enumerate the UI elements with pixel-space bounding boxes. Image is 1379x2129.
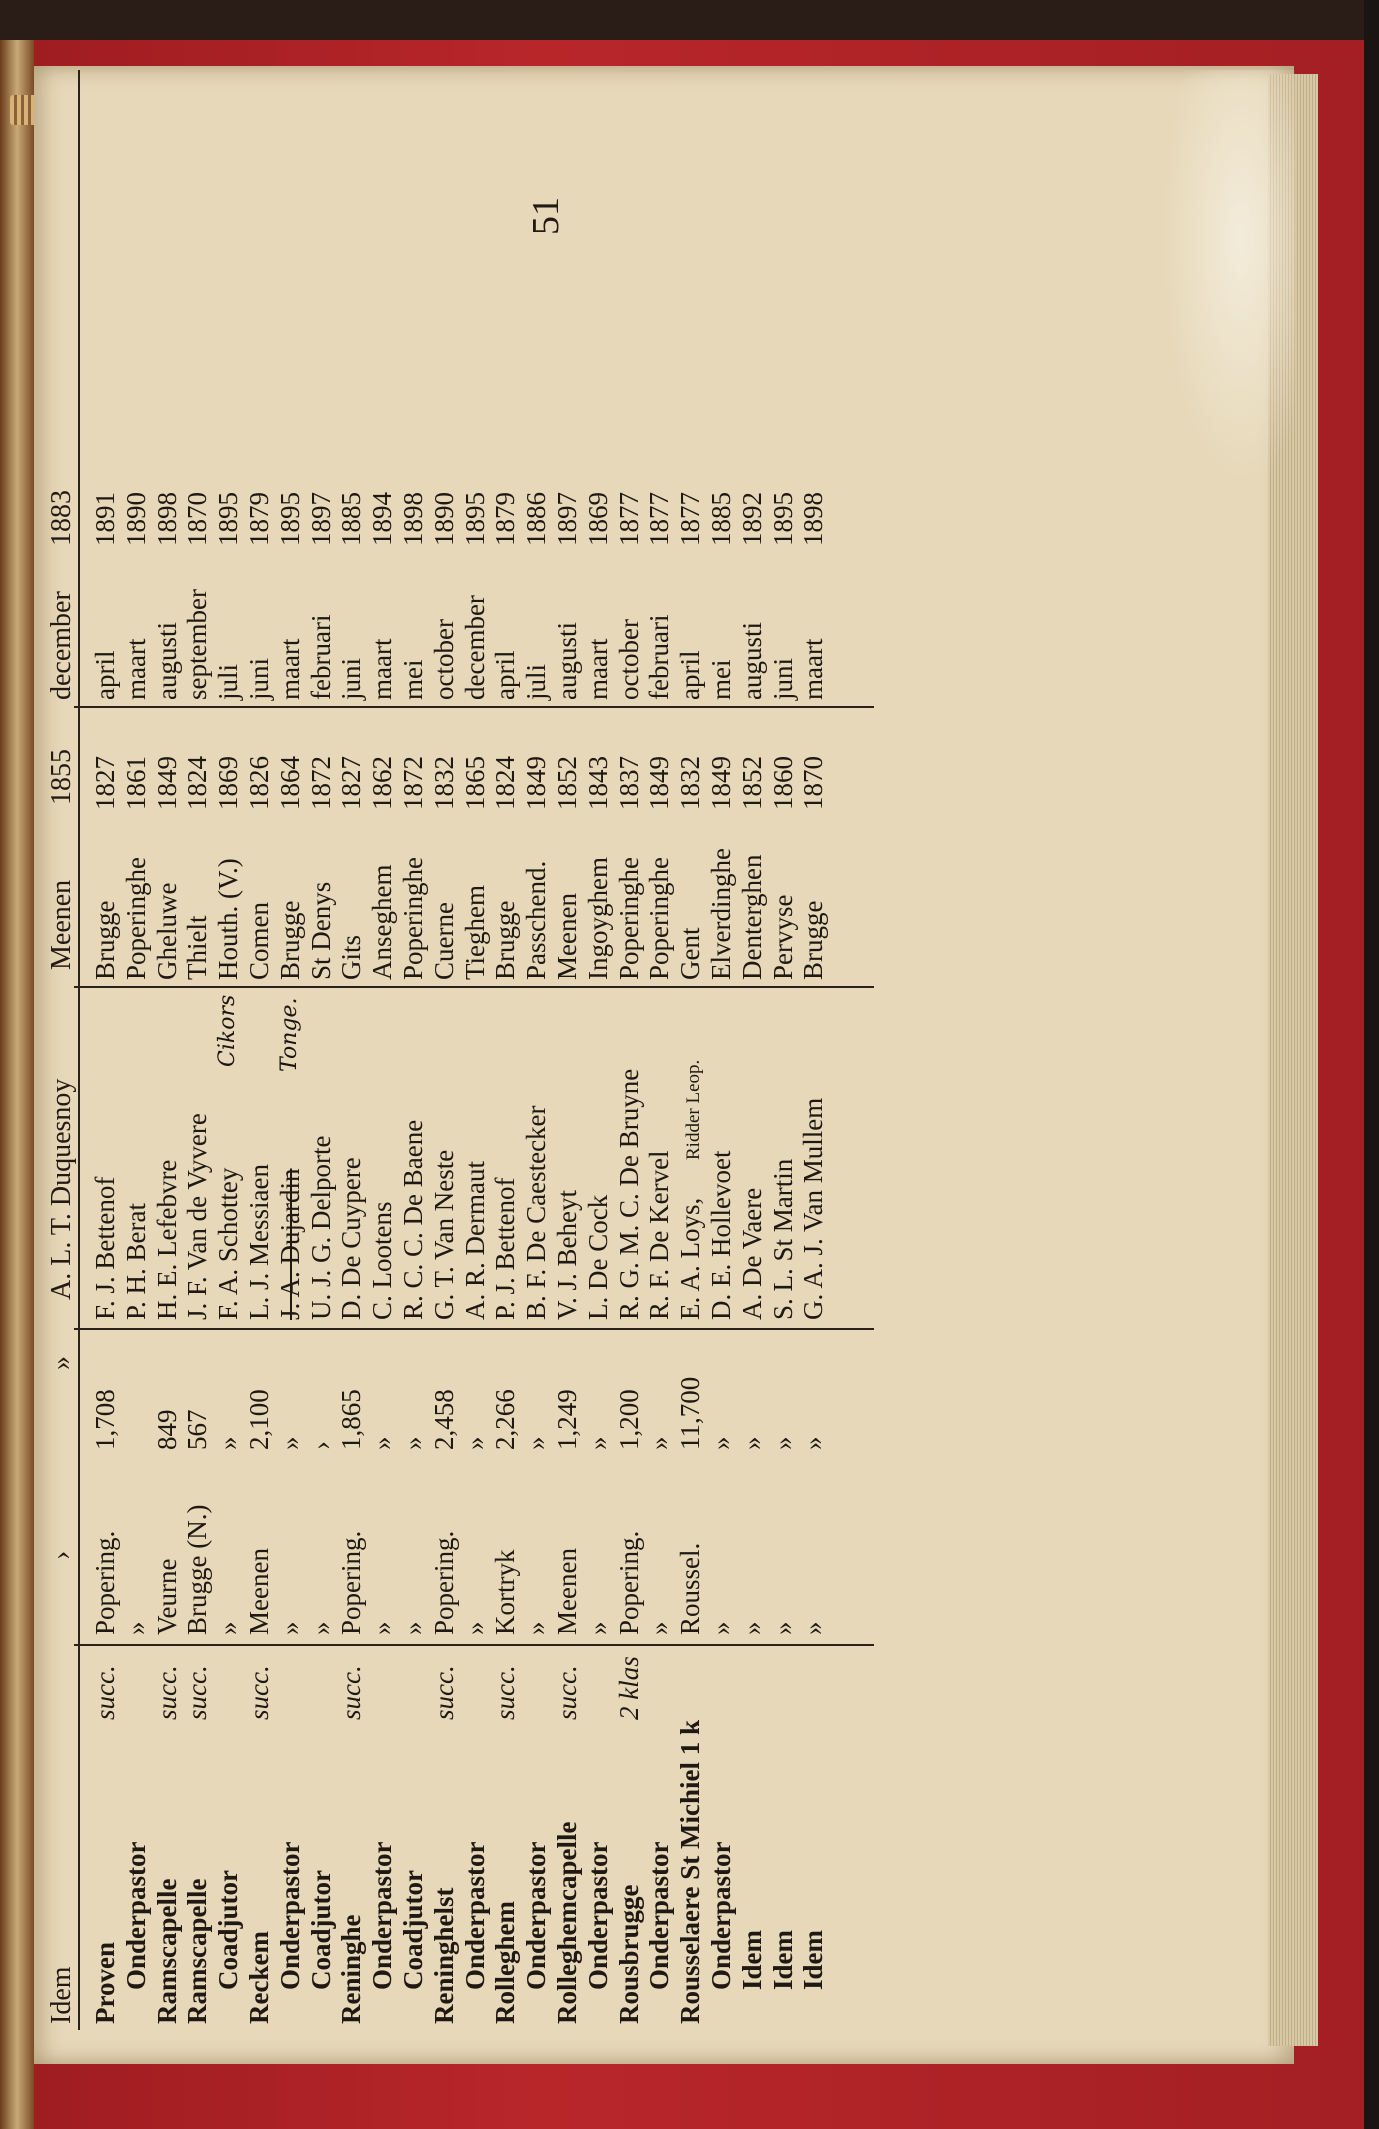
cell-place: Idem [767,1930,798,1990]
cell-place: Reckem [244,1931,274,2024]
cell-tag: succ. [90,1665,120,1720]
table-row [796,70,830,2030]
cell-name: J. A. Dujardin [274,1168,305,1320]
cell-name: L. J. Messiaen [244,1164,274,1320]
table-row [550,70,584,2030]
cell-name: S. L. St Martin [767,1158,798,1320]
table-row [211,70,245,2030]
cell-population: » [706,1436,736,1450]
cell-born-year: 1864 [274,756,305,810]
rotated-table [44,70,1059,2030]
cell-place: Rousselaere St Michiel 1 k [675,1720,706,2024]
table-row [612,70,646,2030]
cell-year: 1885 [706,492,736,546]
cell-place: Onderpastor [274,1841,305,1990]
cell-birthplace: Gits [336,934,367,980]
cell-region: Meenen [244,1548,274,1635]
cell-birthplace: Elverdinghe [706,848,736,980]
cell-birthplace: St Denys [305,881,336,980]
cell-year: 1898 [151,492,182,546]
cell-name: C. Lootens [367,1201,398,1320]
cell-population: 2,100 [244,1389,274,1450]
cell-year: 1877 [675,492,706,546]
table-row [427,70,461,2030]
cell-month: juli [213,663,244,700]
cell-region: » [706,1621,736,1635]
cell-population: » [521,1436,552,1450]
cell-year: 1891 [90,492,120,546]
cell-year: 1877 [613,492,644,546]
cell-name: R. G. M. C. De Bruyne [613,1068,644,1320]
cell-place: Onderpastor [644,1841,675,1990]
cell-month: juni [336,657,367,700]
cell-birthplace: Poperinghe [398,857,428,980]
table-row [365,70,399,2030]
book-spine [0,40,34,2129]
handwritten-note: Tonge. [276,997,302,1072]
cell-place: Reninghe [336,1914,367,2024]
table-row [119,70,153,2030]
cell-region: Popering. [428,1530,459,1635]
cell-born-year: 1861 [120,756,151,810]
cell-month: augusti [736,622,767,700]
cell-population: » [274,1436,305,1450]
cell-born-year: 1852 [552,756,582,810]
cell-population: » [459,1436,490,1450]
cell-month: juni [767,657,798,700]
cell-region: » [582,1621,613,1635]
cell-year: 1890 [428,492,459,546]
cell-month: maart [798,638,829,700]
cell-born-year: 1824 [182,756,213,810]
cell-born-year: 1869 [213,756,244,810]
cell-month: februari [644,614,675,700]
cell-population: » [736,1436,767,1450]
prev-col2: › [46,1550,77,1560]
cell-name: J. F. Van de Vyvere [182,1113,213,1320]
cell-month: maart [582,638,613,700]
cell-born-year: 1849 [644,756,675,810]
cell-place: Rousbrugge [613,1884,644,2024]
cell-region: » [521,1621,552,1635]
cell-born-year: 1860 [767,756,798,810]
table-row [735,70,769,2030]
cell-tag: succ. [428,1665,459,1720]
table-row [273,70,307,2030]
cell-year: 1895 [459,492,490,546]
cell-year: 1890 [120,492,151,546]
cell-born-year: 1849 [521,756,552,810]
prev-born-year: 1855 [46,749,77,805]
table-row [150,70,184,2030]
cell-year: 1897 [552,492,582,546]
cell-born-year: 1832 [675,756,706,810]
cell-birthplace: Gent [675,927,706,980]
prev-name: A. L. T. Duquesnoy [46,1078,77,1300]
cell-birthplace: Tieghem [459,884,490,980]
cell-month: augusti [151,622,182,700]
cell-population: 1,249 [552,1389,582,1450]
cell-region: Kortryk [490,1549,521,1635]
cell-month: december [459,595,490,700]
cell-name: D. E. Hollevoet [706,1150,736,1320]
cell-name: B. F. De Caestecker [521,1105,552,1320]
cell-place: Ramscapelle [151,1878,182,2024]
cell-population: » [798,1436,829,1450]
cell-birthplace: Denterghen [736,854,767,980]
cell-population: 11,700 [675,1376,706,1450]
cell-name: A. De Vaere [736,1187,767,1320]
cell-birthplace: Pervyse [767,894,798,980]
handwritten-note: Cikors [215,994,241,1067]
cell-region: » [459,1621,490,1635]
cell-month: maart [274,638,305,700]
cell-place: Onderpastor [120,1841,151,1990]
cell-birthplace: Ingoyghem [582,857,613,980]
cell-birthplace: Thielt [182,915,213,980]
cell-population: » [367,1436,398,1450]
cell-population: 1,865 [336,1389,367,1450]
cell-year: 1898 [798,492,829,546]
cell-region: Meenen [552,1548,582,1635]
cell-place: Onderpastor [367,1841,398,1990]
cell-year: 1892 [736,492,767,546]
cell-name: P. H. Berat [120,1203,151,1320]
cell-tag: succ. [490,1665,521,1720]
cell-month: october [613,619,644,700]
table-row [488,70,522,2030]
cell-region: » [274,1621,305,1635]
cell-year: 1870 [182,492,213,546]
cell-population: 1,200 [613,1389,644,1450]
table-row [334,70,368,2030]
table-row [519,70,553,2030]
table-row [704,70,738,2030]
cell-name: L. De Cock [582,1194,613,1320]
cell-tag: succ. [336,1665,367,1720]
cell-born-year: 1837 [613,756,644,810]
cell-name: V. J. Beheyt [552,1189,582,1320]
cell-month: augusti [552,622,582,700]
cell-region: » [767,1621,798,1635]
cell-month: juni [244,657,274,700]
cell-born-year: 1852 [736,756,767,810]
cell-region: Brugge (N.) [182,1504,213,1635]
cell-place: Onderpastor [582,1841,613,1990]
cell-born-year: 1827 [90,756,120,810]
cell-population: » [398,1436,428,1450]
cell-birthplace: Meenen [552,893,582,980]
cell-place: Reninghelst [428,1887,459,2024]
cell-born-year: 1824 [490,756,521,810]
cell-birthplace: Brugge [90,900,120,980]
cell-birthplace: Poperinghe [120,857,151,980]
cell-month: april [490,650,521,700]
cell-population: 2,458 [428,1389,459,1450]
cell-place: Proven [90,1942,120,2024]
table-row [581,70,615,2030]
cell-population: 849 [151,1409,182,1450]
cell-month: mei [398,659,428,700]
cell-tag: succ. [182,1665,213,1720]
cell-population: › [305,1441,336,1450]
cell-year: 1895 [213,492,244,546]
cell-birthplace: Poperinghe [613,857,644,980]
table-row [180,70,214,2030]
cell-population: 1,708 [90,1389,120,1450]
cell-year: 1869 [582,492,613,546]
cell-year: 1885 [336,492,367,546]
cell-name: E. A. Loys, [675,1197,706,1320]
cell-birthplace: Cuerne [428,902,459,980]
cell-region: » [736,1621,767,1635]
cell-name: D. De Cuypere [336,1157,367,1320]
cell-birthplace: Brugge [274,900,305,980]
cell-tag: succ. [552,1665,582,1720]
cell-birthplace: Comen [244,902,274,980]
cell-population: » [767,1436,798,1450]
cell-birthplace: Brugge [490,900,521,980]
cell-place: Rolleghem [490,1901,521,2024]
cell-born-year: 1843 [582,756,613,810]
prev-year: 1883 [46,490,77,546]
cell-region: Roussel. [675,1542,706,1635]
cell-born-year: 1826 [244,756,274,810]
cell-name: R. C. C. De Baene [398,1119,428,1320]
page-number: 51 [525,197,567,235]
cell-name: F. A. Schottey [213,1167,244,1320]
cell-month: mei [706,659,736,700]
cell-region: » [213,1621,244,1635]
cell-name-suffix: Ridder Leop. [683,1059,705,1160]
cell-place: Onderpastor [459,1841,490,1990]
cell-year: 1897 [305,492,336,546]
cell-place: Onderpastor [521,1841,552,1990]
cell-birthplace: Poperinghe [644,857,675,980]
previous-entry-row [46,70,77,2030]
cell-region: Popering. [90,1530,120,1635]
cell-born-year: 1872 [398,756,428,810]
page-stain [1160,70,1295,490]
cell-born-year: 1849 [151,756,182,810]
cell-year: 1895 [767,492,798,546]
cell-name: H. E. Lefebvre [151,1159,182,1320]
cell-tag: succ. [151,1665,182,1720]
cell-born-year: 1872 [305,756,336,810]
cell-month: februari [305,614,336,700]
cell-place: Idem [736,1930,767,1990]
cell-born-year: 1862 [367,756,398,810]
table-row [242,70,276,2030]
cell-birthplace: Anseghem [367,864,398,980]
cell-population: 567 [182,1409,213,1450]
cell-place: Idem [798,1930,829,1990]
cell-year: 1877 [644,492,675,546]
cell-region: » [305,1621,336,1635]
cell-year: 1879 [490,492,521,546]
prev-col3: » [46,1356,77,1370]
cell-year: 1894 [367,492,398,546]
cell-born-year: 1827 [336,756,367,810]
prev-month: december [46,591,77,700]
cell-name: A. R. Dermaut [459,1161,490,1320]
cell-year: 1895 [274,492,305,546]
cell-region: Popering. [613,1530,644,1635]
cell-place: Ramscapelle [182,1878,213,2024]
cell-tag: succ. [244,1665,274,1720]
cell-name: P. J. Bettenof [490,1177,521,1320]
cell-born-year: 1849 [706,756,736,810]
cell-region: » [120,1621,151,1635]
cell-place: Rolleghemcapelle [552,1821,582,2024]
cell-born-year: 1832 [428,756,459,810]
cell-birthplace: Passchend. [521,860,552,980]
cell-region: » [644,1621,675,1635]
table-row [458,70,492,2030]
cell-month: april [90,650,120,700]
cell-birthplace: Houth. (V.) [213,858,244,980]
cell-name: G. T. Van Neste [428,1149,459,1320]
cell-population: » [582,1436,613,1450]
header-rule [78,70,80,2030]
cell-region: Veurne [151,1558,182,1635]
table-row [766,70,800,2030]
table-row [396,70,430,2030]
cell-region: » [367,1621,398,1635]
cell-tag: 2 klas [613,1656,644,1720]
cell-month: juli [521,663,552,700]
cell-population: » [213,1436,244,1450]
cell-month: april [675,650,706,700]
cell-place: Onderpastor [706,1841,736,1990]
cell-born-year: 1865 [459,756,490,810]
cell-name: G. A. J. Van Mullem [798,1097,829,1320]
cell-year: 1898 [398,492,428,546]
cell-name: U. J. G. Delporte [305,1135,336,1320]
cell-month: maart [367,638,398,700]
cover-top-shadow [0,0,1364,40]
cell-population: 2,266 [490,1389,521,1450]
cell-region: » [398,1621,428,1635]
cell-population: » [644,1436,675,1450]
cell-region: Popering. [336,1530,367,1635]
prev-place: Idem [46,1966,77,2024]
prev-birthplace: Meenen [46,879,77,970]
cell-name: R. F. De Kervel [644,1150,675,1320]
cell-birthplace: Gheluwe [151,882,182,980]
cell-name: F. J. Bettenof [90,1176,120,1320]
cell-year: 1886 [521,492,552,546]
table-row [673,70,707,2030]
table-row [88,70,122,2030]
cell-month: october [428,619,459,700]
table-row [304,70,338,2030]
cell-birthplace: Brugge [798,900,829,980]
cell-month: maart [120,638,151,700]
cell-place: Coadjutor [398,1870,428,1990]
cell-place: Coadjutor [213,1870,244,1990]
cell-year: 1879 [244,492,274,546]
cell-place: Coadjutor [305,1870,336,1990]
cell-month: september [182,589,213,700]
cell-born-year: 1870 [798,756,829,810]
cell-region: » [798,1621,829,1635]
table-row [642,70,676,2030]
